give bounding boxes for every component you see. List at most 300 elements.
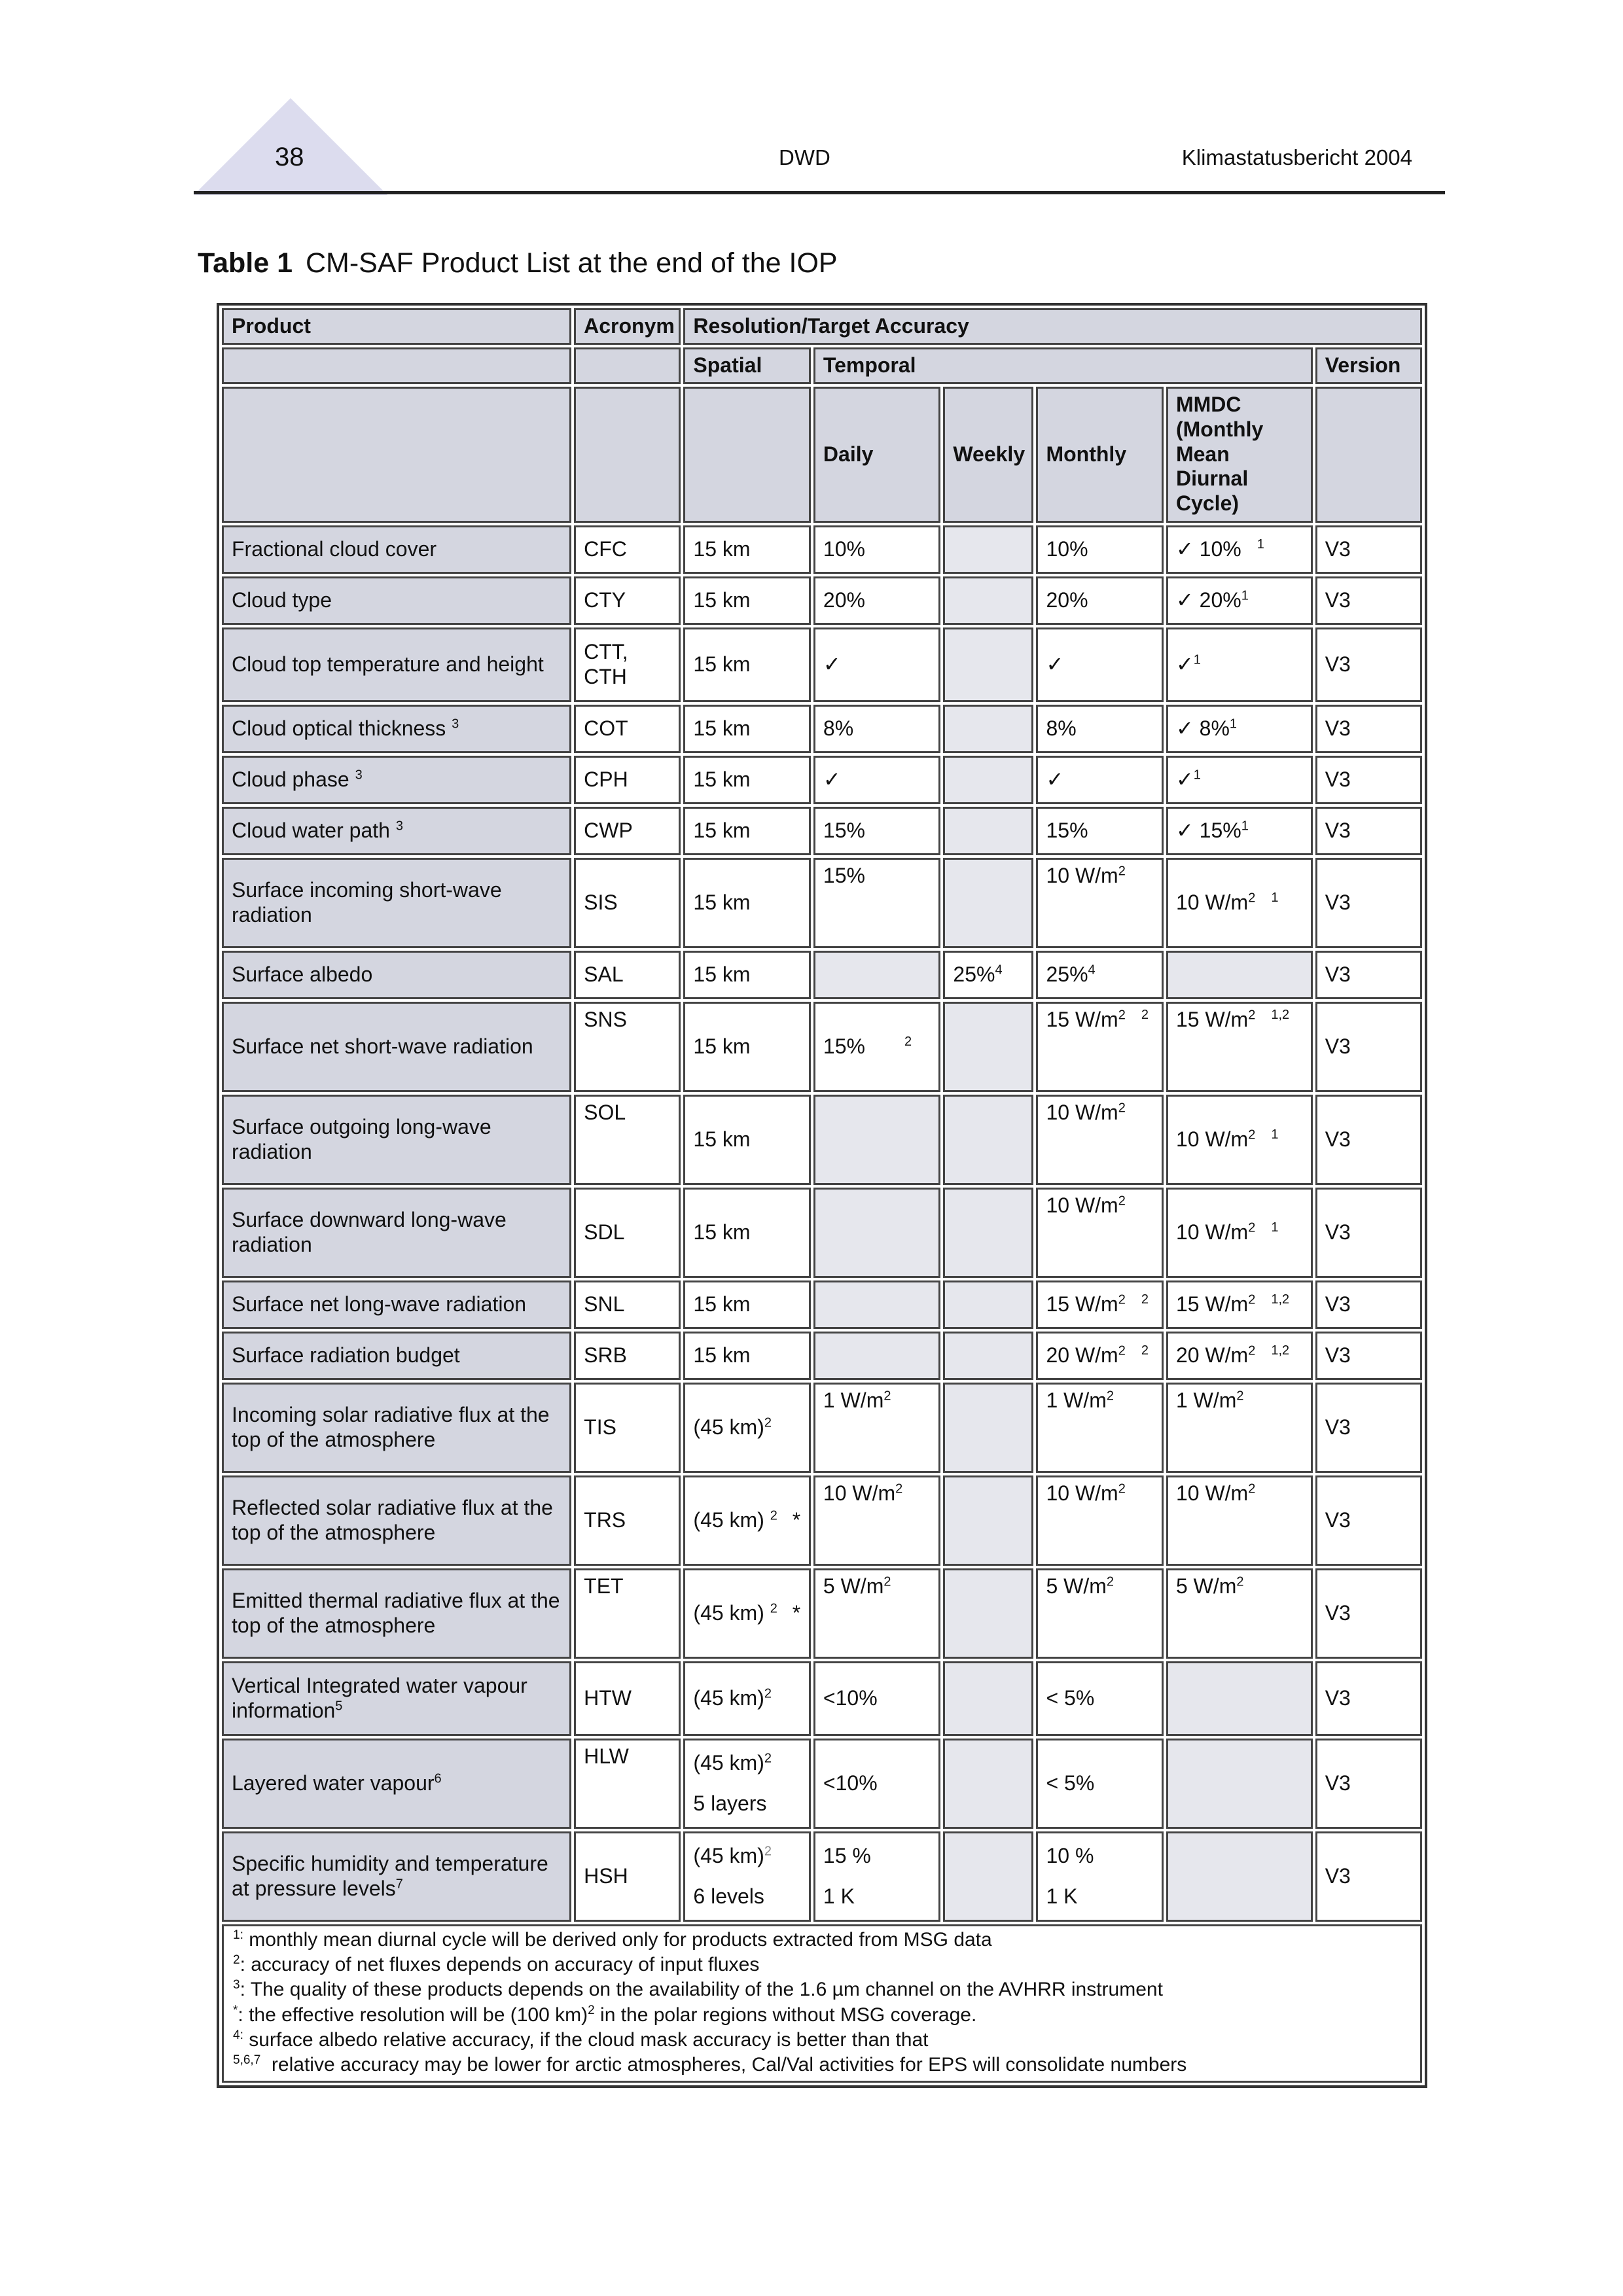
monthly: [1036, 1568, 1164, 1659]
footnote-ref: 3: [452, 716, 459, 731]
table-row: [222, 1383, 1422, 1473]
spatial: 15 km: [683, 576, 811, 625]
table-row: [222, 756, 1422, 804]
spatial: [683, 1739, 811, 1829]
acronym: SRB: [574, 1332, 681, 1380]
footnote-text: relative accuracy may be lower for arctic atmospheres, Cal/Val activities for EPS will consolidate numbers: [260, 2054, 1187, 2076]
weekly: [943, 1332, 1033, 1380]
header-row-2: [222, 347, 1422, 384]
footnote-ref: 3: [355, 767, 363, 782]
monthly: [1036, 1831, 1164, 1922]
daily: ✓: [813, 756, 941, 804]
version: V3: [1315, 1332, 1422, 1380]
blank-header-cell: [683, 387, 811, 523]
footnote-mark: *: [792, 1508, 801, 1532]
table-row: [222, 1661, 1422, 1736]
col-version: Version: [1315, 347, 1422, 384]
footnote-ref: 1: [1193, 767, 1201, 782]
acronym: SAL: [574, 951, 681, 999]
mmdc-value: 10 W/m: [1175, 1481, 1249, 1505]
acronym: SIS: [574, 858, 681, 948]
daily-value: 1 W/m: [823, 1388, 884, 1412]
footnote-mark: 5,6,7: [233, 2053, 261, 2068]
col-spatial: Spatial: [683, 347, 811, 384]
daily: [813, 1332, 941, 1380]
footnote-ref: 1,2: [1271, 1292, 1290, 1307]
mmdc: [1166, 1475, 1313, 1566]
spatial-line-1: [693, 1844, 801, 1869]
weekly: [943, 1661, 1033, 1736]
monthly-line-1: 10 %: [1046, 1843, 1094, 1867]
product-name-text: Cloud phase: [232, 767, 349, 791]
table-row: [222, 858, 1422, 948]
spatial-value: (45 km): [693, 1843, 764, 1867]
acronym: TIS: [574, 1383, 681, 1473]
spatial: 15 km: [683, 756, 811, 804]
mmdc: [1166, 1383, 1313, 1473]
table-caption: [198, 247, 838, 279]
monthly-line-2: 1 K: [1046, 1884, 1078, 1908]
table-row: [222, 1475, 1422, 1566]
acronym: TRS: [574, 1475, 681, 1566]
mmdc: [1166, 525, 1313, 574]
blank-header-cell: [574, 347, 681, 384]
weekly: [943, 525, 1033, 574]
mmdc-value: ✓: [1175, 652, 1194, 676]
footnote-ref: 1: [1257, 537, 1264, 552]
acronym: CFC: [574, 525, 681, 574]
spatial: 15 km: [683, 807, 811, 855]
mmdc-value: 20 W/m: [1175, 1343, 1249, 1367]
footnote-mark: 2: [233, 1952, 240, 1967]
monthly: [1036, 1188, 1164, 1278]
daily: [813, 1095, 941, 1185]
footnote-ref: 2: [1141, 1292, 1149, 1307]
footnote-mark: 3: [233, 1978, 240, 1992]
mmdc: [1166, 858, 1313, 948]
acronym: TET: [574, 1568, 681, 1659]
product-name: Cloud type: [222, 576, 571, 625]
mmdc: [1166, 1831, 1313, 1922]
version: V3: [1315, 1661, 1422, 1736]
footnote-text-tail: in the polar regions without MSG coverage.: [594, 2004, 977, 2026]
version: V3: [1315, 858, 1422, 948]
mmdc-value: 10 W/m: [1175, 890, 1249, 914]
unit-exponent: 2: [1106, 1388, 1115, 1403]
table-row: [222, 1332, 1422, 1380]
version: V3: [1315, 1739, 1422, 1829]
monthly: [1036, 858, 1164, 948]
acronym: CWP: [574, 807, 681, 855]
table-row: [222, 576, 1422, 625]
footnote-mark: *: [792, 1600, 801, 1625]
header-report-title: Klimastatusbericht 2004: [1181, 145, 1412, 169]
unit-exponent: 2: [1248, 1127, 1256, 1142]
monthly-stack: [1046, 1844, 1154, 1909]
monthly: [1036, 1475, 1164, 1566]
acronym: CPH: [574, 756, 681, 804]
product-name: Cloud top temperature and height: [222, 627, 571, 702]
unit-exponent: 2: [764, 1415, 772, 1430]
col-weekly: Weekly: [943, 387, 1033, 523]
weekly: [943, 951, 1033, 999]
table-row: [222, 1188, 1422, 1278]
weekly: [943, 1383, 1033, 1473]
footnote-mark: 4:: [233, 2028, 243, 2043]
monthly-value: 5 W/m: [1046, 1574, 1107, 1598]
version: V3: [1315, 705, 1422, 753]
weekly: [943, 627, 1033, 702]
table-row: [222, 951, 1422, 999]
mmdc-value: 15 W/m: [1175, 1007, 1249, 1031]
footnote: [233, 2053, 1411, 2077]
unit-exponent: 2: [1118, 1193, 1126, 1208]
unit-exponent: 2: [895, 1481, 903, 1496]
table-row: [222, 1739, 1422, 1829]
monthly: [1036, 1095, 1164, 1185]
mmdc: [1166, 756, 1313, 804]
table-row: [222, 1568, 1422, 1659]
monthly-value: 10 W/m: [1046, 1193, 1118, 1217]
monthly: [1036, 1002, 1164, 1092]
acronym: SNL: [574, 1280, 681, 1329]
monthly-value: 10 W/m: [1046, 863, 1118, 887]
product-name: Surface outgoing long-wave radiation: [222, 1095, 571, 1185]
product-name: Fractional cloud cover: [222, 525, 571, 574]
product-name-text: Specific humidity and temperature at pressure levels: [232, 1851, 548, 1900]
unit-exponent: 2: [588, 2003, 595, 2017]
unit-exponent: 2: [1248, 1343, 1256, 1358]
monthly: [1036, 1280, 1164, 1329]
footnote-ref: 2: [1141, 1007, 1149, 1022]
unit-exponent: 2: [770, 1508, 777, 1523]
mmdc-value: ✓ 8%: [1175, 716, 1230, 740]
product-name: Surface net long-wave radiation: [222, 1280, 571, 1329]
product-name: Surface radiation budget: [222, 1332, 571, 1380]
daily: [813, 1280, 941, 1329]
table-row: [222, 1831, 1422, 1922]
daily: [813, 951, 941, 999]
blank-header-cell: [222, 387, 571, 523]
mmdc-value: 1 W/m: [1175, 1388, 1237, 1412]
footnote: [233, 2028, 1411, 2053]
mmdc-value: 10 W/m: [1175, 1127, 1249, 1151]
spatial-line-2: 5 layers: [693, 1791, 767, 1815]
version: V3: [1315, 807, 1422, 855]
acronym: HSH: [574, 1831, 681, 1922]
unit-exponent: 2: [1248, 1007, 1256, 1022]
footnote-ref: 1: [1271, 890, 1279, 905]
monthly: < 5%: [1036, 1661, 1164, 1736]
daily-stack: [823, 1844, 931, 1909]
spatial: 15 km: [683, 1002, 811, 1092]
daily: [813, 1475, 941, 1566]
product-name: Surface incoming short-wave radiation: [222, 858, 571, 948]
col-product: Product: [222, 308, 571, 345]
product-name-text: Vertical Integrated water vapour information: [232, 1673, 527, 1722]
monthly-value: 25%: [1046, 962, 1088, 986]
acronym: HTW: [574, 1661, 681, 1736]
unit-exponent: 2: [1118, 1292, 1126, 1307]
unit-exponent: 2: [1248, 890, 1256, 905]
header-center: DWD: [779, 145, 830, 169]
daily: <10%: [813, 1661, 941, 1736]
product-name: Emitted thermal radiative flux at the top of the atmosphere: [222, 1568, 571, 1659]
unit-exponent: 2: [764, 1843, 772, 1858]
footnote-ref: 2: [1141, 1343, 1149, 1358]
product-name: Reflected solar radiative flux at the top of the atmosphere: [222, 1475, 571, 1566]
monthly: ✓: [1036, 627, 1164, 702]
footnote-ref: 1: [1229, 716, 1238, 731]
blank-header-cell: [574, 387, 681, 523]
spatial-stack: [693, 1751, 801, 1816]
spatial: 15 km: [683, 951, 811, 999]
product-name: [222, 807, 571, 855]
product-name: Incoming solar radiative flux at the top of the atmosphere: [222, 1383, 571, 1473]
footnote-ref: 1: [1241, 818, 1249, 833]
daily-line-2: 1 K: [823, 1884, 855, 1908]
acronym: SOL: [574, 1095, 681, 1185]
footnote-ref: 2: [904, 1034, 912, 1049]
footnote-ref: 5: [335, 1698, 343, 1713]
footnote-ref: 6: [434, 1771, 442, 1786]
unit-exponent: 2: [764, 1686, 772, 1701]
footnote: [233, 2003, 1411, 2028]
unit-exponent: 2: [883, 1388, 891, 1403]
mmdc-value: ✓: [1175, 767, 1194, 791]
daily-value: 5 W/m: [823, 1574, 884, 1598]
footnote-text: surface albedo relative accuracy, if the cloud mask accuracy is better than that: [243, 2029, 929, 2051]
spatial: [683, 1568, 811, 1659]
footnote-ref: 1: [1193, 652, 1201, 667]
unit-exponent: 2: [1118, 1343, 1126, 1358]
header-rule: [194, 191, 1445, 194]
footnote-ref: 1,2: [1271, 1007, 1290, 1022]
spatial: [683, 1661, 811, 1736]
daily: [813, 1383, 941, 1473]
footnote-mark: *: [233, 2003, 238, 2017]
footnote-ref: 4: [995, 962, 1003, 977]
mmdc: [1166, 1188, 1313, 1278]
header-row-1: [222, 308, 1422, 345]
spatial: [683, 1475, 811, 1566]
spatial-line-2: 6 levels: [693, 1884, 764, 1908]
blank-header-cell: [222, 347, 571, 384]
mmdc-value: ✓ 20%: [1175, 588, 1241, 612]
unit-exponent: 2: [1118, 863, 1126, 878]
mmdc: [1166, 1002, 1313, 1092]
notes-row: [222, 1924, 1422, 2083]
footnote-text: : The quality of these products depends on the availability of the 1.6 µm channel on the AVHRR instrument: [240, 1979, 1163, 2001]
mmdc: [1166, 627, 1313, 702]
mmdc: [1166, 1661, 1313, 1736]
footnote-mark: 1:: [233, 1928, 243, 1942]
daily: 8%: [813, 705, 941, 753]
product-name-text: Cloud optical thickness: [232, 716, 446, 740]
footnote-ref: 3: [395, 818, 403, 833]
unit-exponent: 2: [1118, 1100, 1126, 1115]
daily: [813, 1188, 941, 1278]
spatial: 15 km: [683, 1332, 811, 1380]
acronym: HLW: [574, 1739, 681, 1829]
spatial: 15 km: [683, 1095, 811, 1185]
monthly: [1036, 1332, 1164, 1380]
caption-label: Table 1: [198, 247, 293, 279]
mmdc-value: 15 W/m: [1175, 1292, 1249, 1316]
daily: <10%: [813, 1739, 941, 1829]
spatial-value: (45 km): [693, 1686, 764, 1710]
mmdc: [1166, 576, 1313, 625]
spatial: 15 km: [683, 525, 811, 574]
monthly: ✓: [1036, 756, 1164, 804]
footnote-ref: 4: [1088, 962, 1096, 977]
monthly-value: 10 W/m: [1046, 1481, 1118, 1505]
product-name: Surface albedo: [222, 951, 571, 999]
mmdc-value: 10 W/m: [1175, 1220, 1249, 1244]
mmdc-value: ✓ 10%: [1175, 537, 1241, 561]
mmdc: [1166, 1095, 1313, 1185]
acronym: CTY: [574, 576, 681, 625]
table-row: [222, 1280, 1422, 1329]
daily: ✓: [813, 627, 941, 702]
version: V3: [1315, 1002, 1422, 1092]
spatial: [683, 1831, 811, 1922]
weekly: [943, 576, 1033, 625]
col-temporal: Temporal: [813, 347, 1313, 384]
unit-exponent: 2: [883, 1574, 891, 1589]
version: V3: [1315, 1280, 1422, 1329]
product-name: [222, 1739, 571, 1829]
monthly-value: 10 W/m: [1046, 1100, 1118, 1124]
spatial: 15 km: [683, 1188, 811, 1278]
acronym: SDL: [574, 1188, 681, 1278]
spatial: [683, 1383, 811, 1473]
spatial-value: (45 km): [693, 1508, 764, 1532]
daily: 20%: [813, 576, 941, 625]
unit-exponent: 2: [764, 1750, 772, 1765]
table-row: [222, 525, 1422, 574]
footnote-ref: 7: [395, 1876, 403, 1891]
product-name: [222, 1661, 571, 1736]
product-name: [222, 756, 571, 804]
weekly: [943, 1739, 1033, 1829]
spatial-value: (45 km): [693, 1750, 764, 1775]
col-daily: Daily: [813, 387, 941, 523]
version: V3: [1315, 627, 1422, 702]
monthly: 8%: [1036, 705, 1164, 753]
footnote-text: monthly mean diurnal cycle will be derived only for products extracted from MSG data: [249, 1928, 992, 1951]
weekly: [943, 1188, 1033, 1278]
product-name: [222, 1831, 571, 1922]
table-row: [222, 1002, 1422, 1092]
monthly: < 5%: [1036, 1739, 1164, 1829]
weekly: [943, 1002, 1033, 1092]
unit-exponent: 2: [770, 1600, 777, 1616]
acronym: CTT, CTH: [574, 627, 681, 702]
monthly: [1036, 1383, 1164, 1473]
table-row: [222, 627, 1422, 702]
spatial-line-1: [693, 1751, 801, 1776]
spatial-stack: [693, 1844, 801, 1909]
col-monthly: Monthly: [1036, 387, 1164, 523]
monthly: 15%: [1036, 807, 1164, 855]
footnote-ref: 1: [1271, 1220, 1279, 1235]
product-name-text: Cloud water path: [232, 818, 390, 842]
spatial: 15 km: [683, 858, 811, 948]
unit-exponent: 2: [1248, 1481, 1256, 1496]
mmdc: [1166, 1739, 1313, 1829]
weekly: [943, 807, 1033, 855]
footnote: [233, 1952, 1411, 1977]
header-row-3: [222, 387, 1422, 523]
unit-exponent: 2: [1236, 1388, 1244, 1403]
col-mmdc: MMDC (Monthly Mean Diurnal Cycle): [1166, 387, 1313, 523]
mmdc: [1166, 1568, 1313, 1659]
monthly: [1036, 951, 1164, 999]
daily: [813, 1568, 941, 1659]
mmdc-value: 5 W/m: [1175, 1574, 1237, 1598]
weekly: [943, 1831, 1033, 1922]
footnote-text: : accuracy of net fluxes depends on accuracy of input fluxes: [240, 1953, 760, 1975]
acronym: COT: [574, 705, 681, 753]
acronym: SNS: [574, 1002, 681, 1092]
table-row: [222, 705, 1422, 753]
col-acronym: Acronym: [574, 308, 681, 345]
mmdc: [1166, 705, 1313, 753]
daily: [813, 1002, 941, 1092]
unit-exponent: 2: [1236, 1574, 1244, 1589]
product-name-text: Layered water vapour: [232, 1771, 435, 1795]
spatial: 15 km: [683, 705, 811, 753]
weekly-value: 25%: [953, 962, 995, 986]
version: V3: [1315, 1568, 1422, 1659]
product-name: Surface downward long-wave radiation: [222, 1188, 571, 1278]
version: V3: [1315, 525, 1422, 574]
daily-value: 10 W/m: [823, 1481, 896, 1505]
version: V3: [1315, 951, 1422, 999]
version: V3: [1315, 1188, 1422, 1278]
daily-value: 15%: [823, 1034, 865, 1058]
product-name: Surface net short-wave radiation: [222, 1002, 571, 1092]
weekly: [943, 1475, 1033, 1566]
monthly-value: 15 W/m: [1046, 1007, 1118, 1031]
daily: 15%: [813, 858, 941, 948]
footnote: [233, 1977, 1411, 2002]
version: V3: [1315, 1475, 1422, 1566]
blank-header-cell: [1315, 387, 1422, 523]
unit-exponent: 2: [1106, 1574, 1115, 1589]
col-resolution: Resolution/Target Accuracy: [683, 308, 1422, 345]
monthly: 10%: [1036, 525, 1164, 574]
version: V3: [1315, 1831, 1422, 1922]
footnote-ref: 1: [1241, 588, 1249, 603]
unit-exponent: 2: [1118, 1007, 1126, 1022]
monthly-value: 20 W/m: [1046, 1343, 1118, 1367]
mmdc: [1166, 1332, 1313, 1380]
mmdc-value: ✓ 15%: [1175, 818, 1241, 842]
daily: [813, 1831, 941, 1922]
unit-exponent: 2: [1248, 1292, 1256, 1307]
table-footnotes: [222, 1924, 1422, 2083]
page-number: 38: [275, 143, 304, 171]
caption-title: CM-SAF Product List at the end of the IOP: [305, 247, 838, 279]
weekly: [943, 705, 1033, 753]
monthly-value: 15 W/m: [1046, 1292, 1118, 1316]
table-row: [222, 807, 1422, 855]
table-row: [222, 1095, 1422, 1185]
mmdc: [1166, 1280, 1313, 1329]
unit-exponent: 2: [1118, 1481, 1126, 1496]
